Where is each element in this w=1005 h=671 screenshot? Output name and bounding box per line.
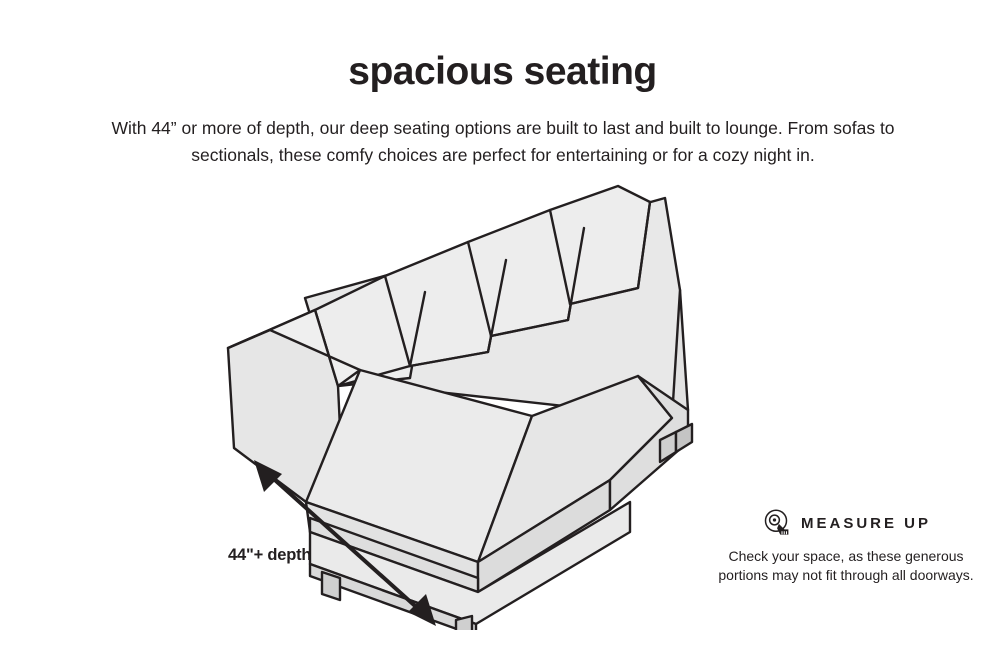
measure-up-header — [711, 508, 981, 538]
depth-arrow-icon — [238, 448, 458, 638]
measure-up-callout — [711, 508, 981, 585]
page-title: spacious seating — [348, 50, 657, 93]
tape-measure-icon — [761, 508, 791, 538]
depth-label: 44"+ depth — [228, 546, 312, 564]
page-description: With 44” or more of depth, our deep seating options are built to last and built to lounge. From sofas to sectionals, these comfy choices are perfect for entertaining or for a cozy night in. — [111, 118, 895, 165]
measure-up-note: Check your space, as these generous portions may not fit through all doorways. — [718, 548, 974, 583]
measure-up-title: MEASURE UP — [800, 514, 931, 532]
